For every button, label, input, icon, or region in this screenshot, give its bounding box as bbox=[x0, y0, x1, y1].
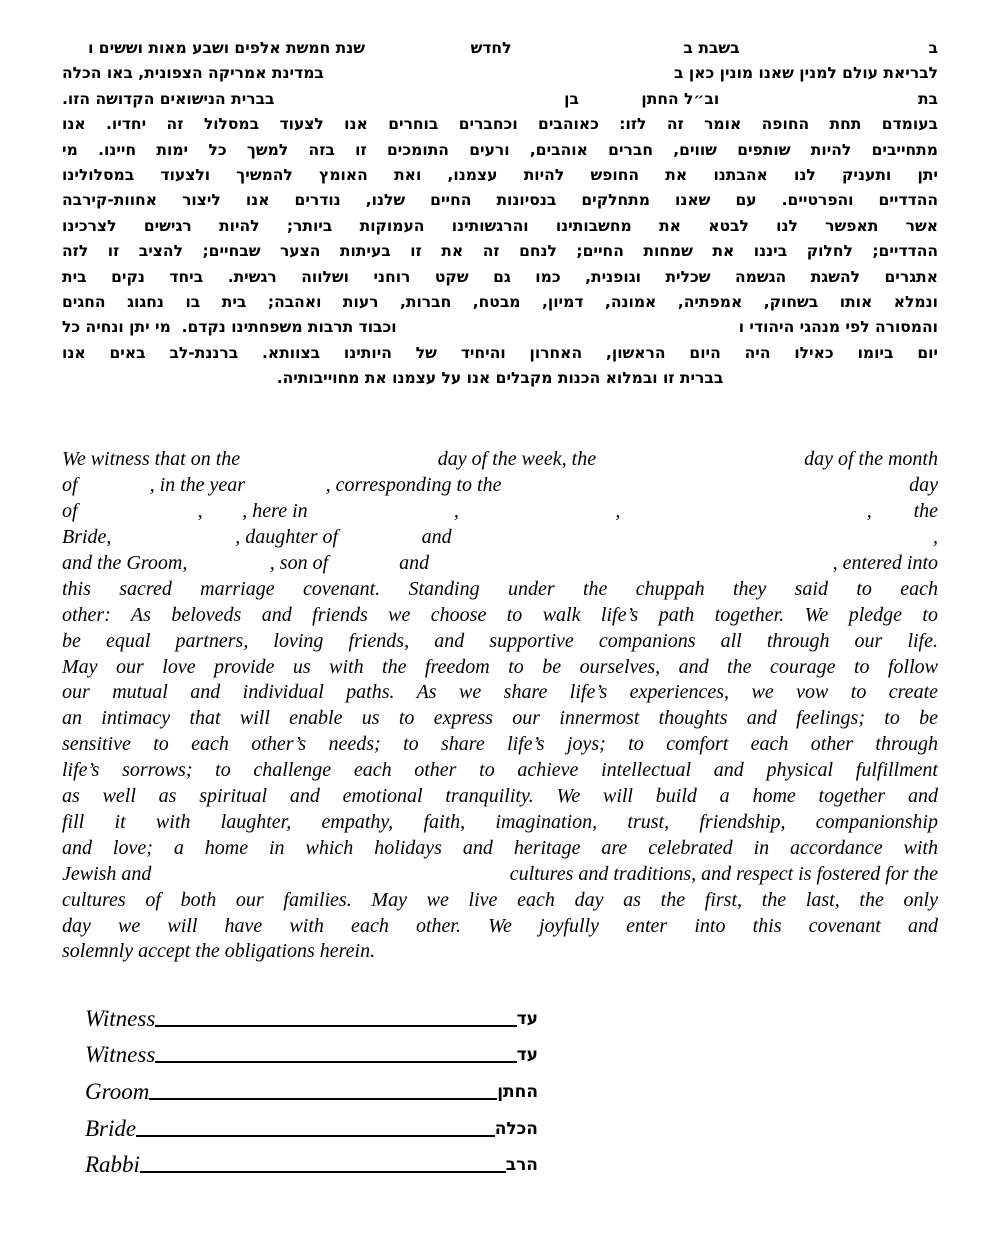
text-segment: our mutual and individual paths. As we share life’s experiences, we vow to create bbox=[62, 681, 938, 704]
text-segment: במדינת אמריקה הצפונית, באו הכלה bbox=[62, 64, 324, 83]
fill-in-blank bbox=[328, 568, 399, 569]
fill-in-blank bbox=[203, 516, 243, 517]
fill-in-blank bbox=[452, 542, 933, 543]
fill-in-blank bbox=[397, 331, 739, 332]
fill-in-blank bbox=[620, 516, 866, 517]
fill-in-blank bbox=[275, 103, 565, 104]
text-segment: sensitive to each other’s needs; to share life’s joys; to comfort each other through bbox=[62, 733, 938, 756]
text-segment: יתן ותעניק לנו אהבתנו את החופש להיות עצמנו, ואת האומץ להמשיך ולצעוד במסלולינו bbox=[62, 165, 938, 184]
text-segment: שנת חמשת אלפים ושבע מאות וששים ו bbox=[88, 39, 365, 57]
english-line-7 bbox=[62, 603, 938, 629]
text-segment: solemnly accept the obligations herein. bbox=[62, 940, 376, 963]
english-line-8 bbox=[62, 629, 938, 655]
text-segment: other: As beloveds and friends we choose to walk life’s path together. We pledge to bbox=[62, 603, 938, 626]
signature-label-english: Bride bbox=[85, 1115, 137, 1141]
signature-line bbox=[155, 1024, 516, 1027]
text-segment: , entered into bbox=[832, 552, 938, 575]
hebrew-line-5 bbox=[62, 138, 938, 163]
text-segment: בשבת ב bbox=[683, 39, 740, 57]
english-line-5 bbox=[62, 551, 938, 577]
text-segment: , bbox=[866, 500, 872, 523]
english-line-15 bbox=[62, 810, 938, 836]
signature-line bbox=[136, 1134, 495, 1137]
text-segment: בברית הנישואים הקדושה הזו. bbox=[62, 89, 275, 108]
english-line-4 bbox=[62, 525, 938, 551]
text-segment: בן bbox=[564, 89, 579, 108]
text-segment: אתגרים להשגת הגשמה שכלית וגופנית, כמו גם שקט רוחני ושלווה רגשית. ביחד נקים בית bbox=[62, 267, 938, 286]
text-segment: בברית זו ובמלוא הכנות מקבלים אנו על עצמנו את מחוייבותיה. bbox=[276, 369, 724, 388]
text-segment: לבריאת עולם למנין שאנו מונין כאן ב bbox=[674, 64, 938, 83]
hebrew-line-13 bbox=[62, 341, 938, 366]
signature-label-english: Witness bbox=[85, 1042, 156, 1068]
fill-in-blank bbox=[324, 77, 674, 78]
text-segment: Bride, bbox=[62, 526, 112, 549]
signature-label-hebrew: עד bbox=[516, 1045, 538, 1066]
fill-in-blank bbox=[872, 516, 914, 517]
text-segment: day bbox=[909, 474, 938, 497]
fill-in-blank bbox=[429, 568, 833, 569]
fill-in-blank bbox=[245, 490, 325, 491]
text-segment: as well as spiritual and emotional tranquility. We will build a home together and bbox=[62, 785, 938, 808]
signature-block bbox=[62, 995, 938, 1178]
english-text-block bbox=[62, 447, 938, 965]
signature-label-hebrew: הכלה bbox=[494, 1118, 538, 1139]
fill-in-blank bbox=[78, 490, 150, 491]
text-segment: יום ביומו כאילו היה היום הראשון, האחרון והיחיד של היותינו בצוותא. ברננת-לב באים אנו bbox=[62, 343, 938, 362]
text-segment: , here in bbox=[242, 500, 308, 523]
signature-row-witness-1 bbox=[85, 995, 538, 1032]
english-line-19 bbox=[62, 914, 938, 940]
hebrew-line-3 bbox=[62, 87, 938, 112]
hebrew-line-12 bbox=[62, 315, 938, 340]
fill-in-blank bbox=[719, 103, 918, 104]
text-segment: the bbox=[913, 500, 938, 523]
english-line-17 bbox=[62, 862, 938, 888]
signature-label-english: Witness bbox=[85, 1005, 156, 1031]
hebrew-line-7 bbox=[62, 188, 938, 213]
signature-line bbox=[140, 1170, 506, 1173]
text-segment: , bbox=[615, 500, 621, 523]
text-segment: be equal partners, loving friends, and supportive companions all through our life. bbox=[62, 629, 938, 652]
english-line-16 bbox=[62, 836, 938, 862]
signature-label-english: Groom bbox=[85, 1079, 150, 1105]
text-segment: life’s sorrows; to challenge each other to achieve intellectual and physical fulfillment bbox=[62, 759, 938, 782]
text-segment: , corresponding to the bbox=[325, 474, 502, 497]
text-segment: Jewish and bbox=[62, 862, 152, 885]
signature-row-rabbi-5 bbox=[85, 1142, 538, 1179]
fill-in-blank bbox=[740, 52, 929, 53]
text-segment: We witness that on the bbox=[62, 448, 241, 471]
document-content bbox=[62, 0, 938, 1178]
signature-row-bride-4 bbox=[85, 1105, 538, 1142]
text-segment: and love; a home in which holidays and heritage are celebrated in accordance with bbox=[62, 836, 938, 859]
text-segment: day we will have with each other. We joyfully enter into this covenant and bbox=[62, 914, 938, 937]
fill-in-blank bbox=[62, 52, 88, 53]
text-segment: , bbox=[197, 500, 203, 523]
english-line-13 bbox=[62, 758, 938, 784]
english-line-6 bbox=[62, 577, 938, 603]
text-segment: ב bbox=[928, 39, 938, 57]
signature-row-witness-2 bbox=[85, 1032, 538, 1069]
text-segment: ונמלא אותו בשחוק, אמפתיה, אמונה, דמיון, מבטח, חברות, רעות ואהבה; בית בו נחגוג החגים bbox=[62, 292, 938, 311]
text-segment: אשר תאפשר לנו לבטא את מחשבותינו והרגשותינו העמוקות ביותר; להיות רגישים לצרכינו bbox=[62, 216, 938, 235]
text-segment: וכבוד תרבות משפחתינו נקדם. מי יתן ונחיה כל bbox=[62, 318, 397, 337]
signature-label-hebrew: עד bbox=[516, 1008, 538, 1029]
fill-in-blank bbox=[187, 568, 269, 569]
text-segment: of bbox=[62, 500, 78, 523]
text-segment: , in the year bbox=[149, 474, 246, 497]
text-segment: and bbox=[421, 526, 452, 549]
text-segment: , daughter of bbox=[235, 526, 339, 549]
signature-line bbox=[149, 1097, 497, 1100]
text-segment: of bbox=[62, 474, 78, 497]
fill-in-blank bbox=[151, 879, 509, 880]
text-segment: , son of bbox=[269, 552, 329, 575]
text-segment: וב״ל החתן bbox=[641, 89, 720, 108]
text-segment: , bbox=[933, 526, 938, 549]
text-segment: בת bbox=[917, 89, 938, 108]
signature-label-hebrew: הרב bbox=[505, 1155, 538, 1176]
text-segment: מתחייבים להיות שותפים שווים, חברים אוהבים, ורעים התומכים זו בזה למשך כל ימות חיינו. מי bbox=[62, 140, 938, 159]
english-line-3 bbox=[62, 499, 938, 525]
hebrew-line-9 bbox=[62, 239, 938, 264]
fill-in-blank bbox=[596, 464, 804, 465]
text-segment: this sacred marriage covenant. Standing under the chuppah they said to each bbox=[62, 577, 938, 600]
fill-in-blank bbox=[459, 516, 616, 517]
text-segment: day of the week, the bbox=[437, 448, 597, 471]
hebrew-line-8 bbox=[62, 214, 938, 239]
text-segment: , bbox=[453, 500, 459, 523]
text-segment: בעומדם תחת החופה אומר זה לזו: כאוהבים וכחברים בוחרים אנו לצעוד במסלול זה יחדיו. אנו bbox=[62, 115, 938, 134]
hebrew-text-block bbox=[62, 0, 938, 391]
fill-in-blank bbox=[501, 490, 909, 491]
hebrew-line-2 bbox=[62, 61, 938, 86]
text-segment: ההדדיים והפרטיים. עם שאנו מתחלקים בנסיונות החיים שלנו, נודרים אנו ליצור אחוות-קירבה bbox=[62, 191, 938, 210]
text-segment: cultures and traditions, and respect is fostered for the bbox=[509, 862, 938, 885]
fill-in-blank bbox=[240, 464, 438, 465]
text-segment: ההדדיים; לחלוק ביננו את שמחות החיים; לנחם זה את זו בעיתות הצער שבחיים; להציב זו לזה bbox=[62, 242, 938, 261]
english-line-14 bbox=[62, 784, 938, 810]
fill-in-blank bbox=[365, 52, 471, 53]
english-line-11 bbox=[62, 706, 938, 732]
text-segment: cultures of both our families. May we live each day as the first, the last, the only bbox=[62, 888, 938, 911]
fill-in-blank bbox=[338, 542, 422, 543]
hebrew-line-6 bbox=[62, 163, 938, 188]
english-line-20 bbox=[62, 939, 938, 965]
text-segment: and bbox=[399, 552, 430, 575]
text-segment: והמסורה לפי מנהגי היהודי ו bbox=[738, 318, 938, 337]
fill-in-blank bbox=[78, 516, 198, 517]
hebrew-line-4 bbox=[62, 112, 938, 137]
hebrew-line-1 bbox=[62, 36, 938, 61]
english-line-1 bbox=[62, 447, 938, 473]
signature-label-english: Rabbi bbox=[85, 1152, 140, 1178]
text-segment: fill it with laughter, empathy, faith, imagination, trust, friendship, companionship bbox=[62, 810, 938, 833]
fill-in-blank bbox=[511, 52, 683, 53]
text-segment: an intimacy that will enable us to express our innermost thoughts and feelings; to be bbox=[62, 707, 938, 730]
hebrew-line-10 bbox=[62, 265, 938, 290]
signature-line bbox=[155, 1060, 516, 1063]
signature-label-hebrew: החתן bbox=[497, 1082, 538, 1103]
text-segment: לחדש bbox=[470, 39, 512, 57]
english-line-18 bbox=[62, 888, 938, 914]
text-segment: day of the month bbox=[804, 448, 938, 471]
english-line-12 bbox=[62, 732, 938, 758]
english-line-10 bbox=[62, 680, 938, 706]
fill-in-blank bbox=[579, 103, 641, 104]
fill-in-blank bbox=[111, 542, 235, 543]
fill-in-blank bbox=[308, 516, 454, 517]
english-line-2 bbox=[62, 473, 938, 499]
hebrew-line-14 bbox=[62, 366, 938, 391]
text-segment: May our love provide us with the freedom to be ourselves, and the courage to follow bbox=[62, 655, 938, 678]
english-line-9 bbox=[62, 655, 938, 681]
text-segment: and the Groom, bbox=[62, 552, 188, 575]
hebrew-line-11 bbox=[62, 290, 938, 315]
signature-row-groom-3 bbox=[85, 1068, 538, 1105]
